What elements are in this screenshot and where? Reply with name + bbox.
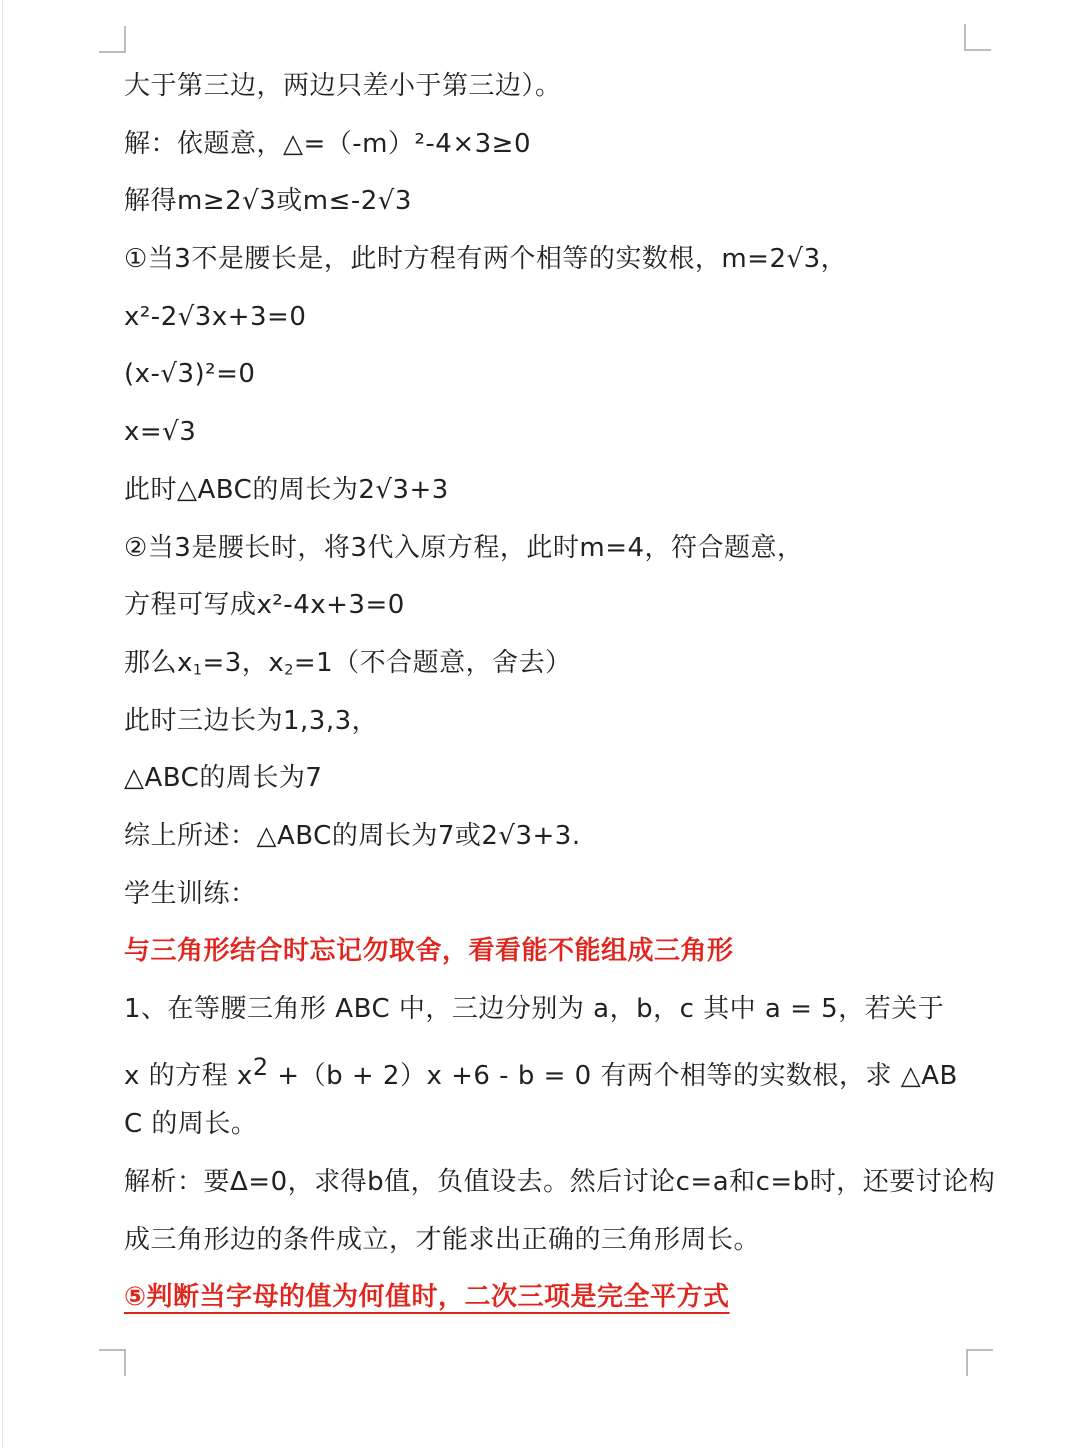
text-run: 大于第三边，两边只差小于第三边）。	[124, 71, 562, 101]
text-run: ①当3不是腰长是，此时方程有两个相等的实数根，m=2√3，	[124, 244, 848, 275]
text-run: 1	[192, 662, 203, 679]
text-run: (x-√3)²=0	[124, 359, 256, 390]
text-line-4	[124, 231, 972, 289]
text-run: 方程可写成x²-4x+3=0	[124, 590, 405, 621]
text-run: C 的周长。	[124, 1109, 258, 1140]
text-run: 解析：要Δ=0，求得b值，负值设去。然后讨论c=a和c=b时，还要讨论构	[124, 1167, 996, 1198]
crop-mark-top-right	[964, 24, 991, 51]
text-line-5	[124, 289, 972, 347]
text-line-22	[124, 1269, 972, 1327]
text-line-8	[124, 462, 972, 520]
text-run: 成三角形边的条件成立，才能求出正确的三角形周长。	[124, 1224, 761, 1255]
text-run: 2	[252, 1052, 269, 1081]
text-run: 与三角形结合时忘记勿取舍，看看能不能组成三角形	[124, 936, 734, 967]
text-line-21	[124, 1212, 972, 1270]
text-run: x²-2√3x+3=0	[124, 301, 307, 332]
text-run: =3，x	[202, 647, 285, 678]
text-line-2	[124, 116, 972, 174]
text-line-11	[124, 635, 972, 693]
text-line-7	[124, 404, 972, 462]
text-line-16	[124, 923, 972, 981]
text-run: x 的方程 x	[124, 1060, 253, 1091]
text-run: 综上所述：△ABC的周长为7或2√3+3.	[124, 820, 581, 851]
text-run: =1（不合题意，舍去）	[293, 647, 572, 678]
text-run: x=√3	[124, 417, 197, 448]
text-run: 此时△ABC的周长为2√3+3	[124, 474, 449, 505]
text-line-14	[124, 808, 972, 866]
text-run: ②当3是腰长时，将3代入原方程，此时m=4，符合题意，	[124, 532, 804, 563]
text-run: 此时三边长为1,3,3，	[124, 705, 379, 736]
document-lines	[124, 58, 996, 1327]
text-run: 那么x	[124, 647, 193, 678]
text-line-3	[124, 173, 972, 231]
text-line-10	[124, 577, 972, 635]
text-line-19	[124, 1096, 972, 1154]
text-line-15	[124, 866, 972, 924]
text-run: 1、在等腰三角形 ABC 中，三边分别为 a，b，c 其中 a = 5，若关于	[124, 994, 945, 1024]
text-run: +（b + 2）x +6 - b = 0 有两个相等的实数根，求 △AB	[268, 1060, 958, 1091]
text-line-12	[124, 693, 972, 751]
crop-mark-bottom-left	[99, 1349, 126, 1376]
crop-mark-top-left	[99, 26, 126, 53]
text-run: 学生训练：	[124, 878, 257, 909]
text-run: ⑤判断当字母的值为何值时，二次三项是完全平方式	[124, 1282, 730, 1313]
text-line-18	[124, 1039, 972, 1097]
crop-mark-bottom-right	[966, 1349, 993, 1376]
text-run: 2	[284, 662, 294, 679]
page-left-edge	[2, 0, 3, 1448]
text-line-9	[124, 520, 972, 578]
text-line-20	[124, 1154, 996, 1212]
text-line-1	[124, 58, 972, 116]
text-run: 解得m≥2√3或m≤-2√3	[124, 186, 412, 217]
text-line-17	[124, 981, 972, 1039]
text-run: △ABC的周长为7	[124, 763, 323, 794]
text-run: 解：依题意，△=（-m）²-4×3≥0	[124, 128, 531, 159]
text-line-13	[124, 750, 972, 808]
text-line-6	[124, 346, 972, 404]
